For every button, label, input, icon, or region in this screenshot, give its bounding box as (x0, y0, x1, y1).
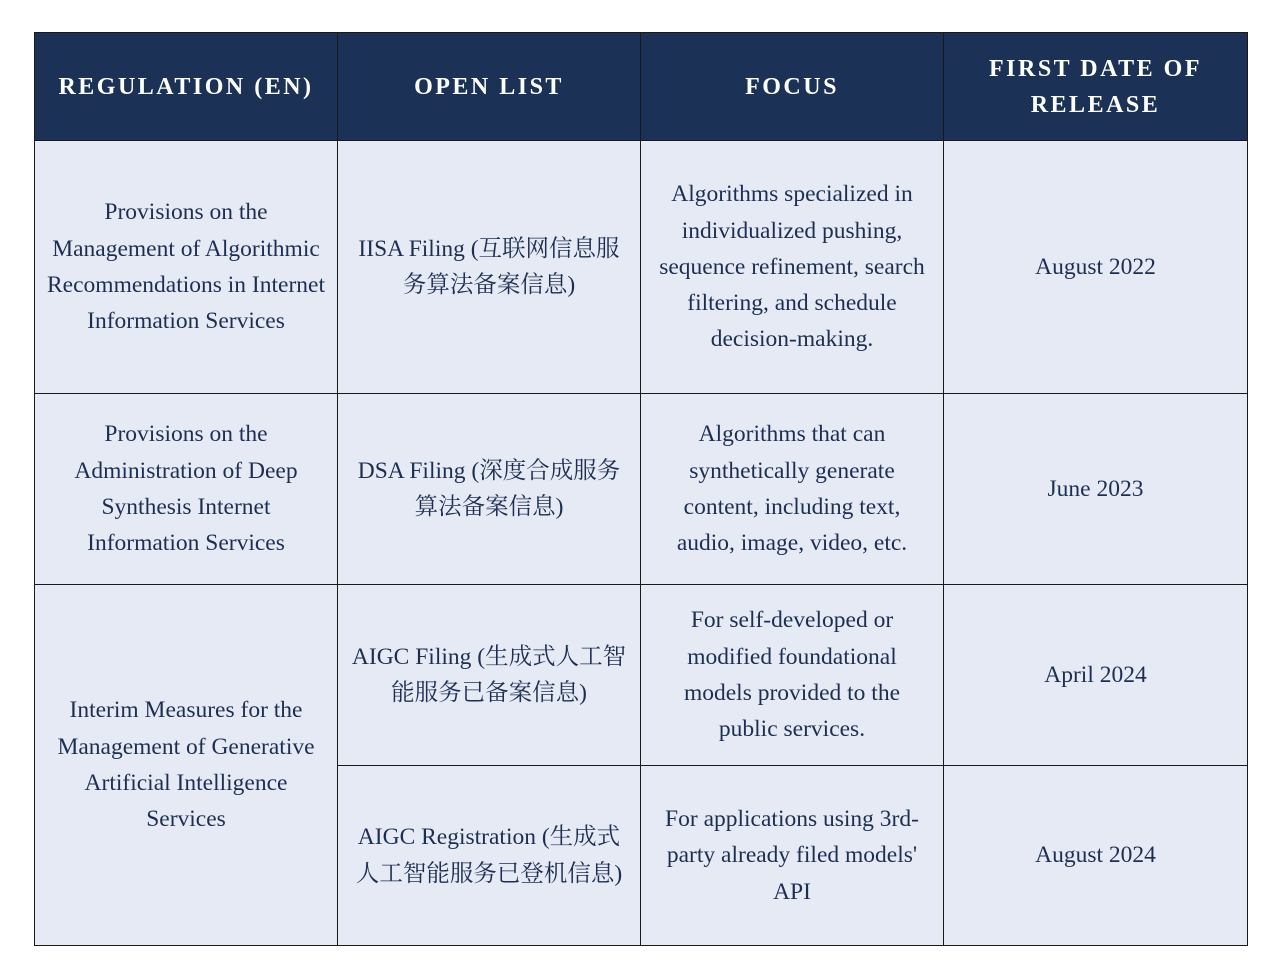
table-row (35, 141, 1248, 394)
date-cell: August 2024 (944, 766, 1248, 946)
header-regulation: REGULATION (EN) (35, 33, 338, 141)
open-list-cell: AIGC Filing (生成式人工智能服务已备案信息) (338, 585, 641, 766)
header-first-date-of-release: FIRST DATE OF RELEASE (944, 33, 1248, 141)
focus-cell: Algorithms specialized in individualized pushing, sequence refinement, search filtering, and schedule decision-making. (641, 141, 944, 394)
regulation-table (34, 32, 1248, 946)
header-focus: FOCUS (641, 33, 944, 141)
date-cell: June 2023 (944, 394, 1248, 585)
open-list-cell: IISA Filing (互联网信息服务算法备案信息) (338, 141, 641, 394)
header-row (35, 33, 1248, 141)
focus-cell: For self-developed or modified foundational models provided to the public services. (641, 585, 944, 766)
date-cell: April 2024 (944, 585, 1248, 766)
header-open-list: OPEN LIST (338, 33, 641, 141)
regulation-cell: Interim Measures for the Management of Generative Artificial Intelligence Services (35, 585, 338, 946)
regulation-cell: Provisions on the Administration of Deep Synthesis Internet Information Services (35, 394, 338, 585)
focus-cell: Algorithms that can synthetically generate content, including text, audio, image, video, etc. (641, 394, 944, 585)
open-list-cell: DSA Filing (深度合成服务算法备案信息) (338, 394, 641, 585)
table-row (35, 585, 1248, 766)
table-body (35, 141, 1248, 946)
table-header (35, 33, 1248, 141)
focus-cell: For applications using 3rd-party already filed models' API (641, 766, 944, 946)
table-row (35, 394, 1248, 585)
date-cell: August 2022 (944, 141, 1248, 394)
open-list-cell: AIGC Registration (生成式人工智能服务已登机信息) (338, 766, 641, 946)
regulation-cell: Provisions on the Management of Algorithmic Recommendations in Internet Information Services (35, 141, 338, 394)
